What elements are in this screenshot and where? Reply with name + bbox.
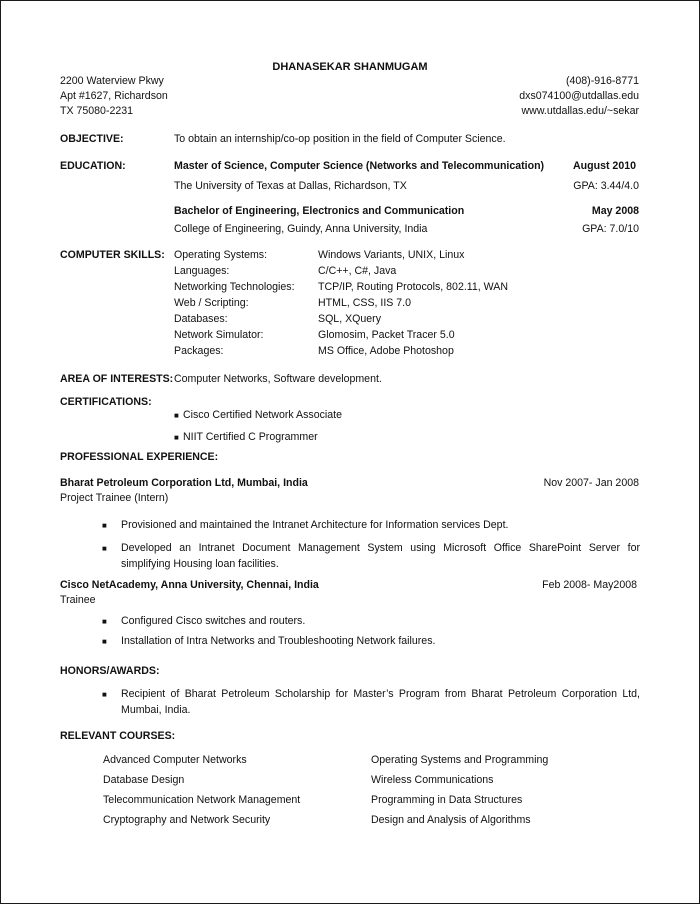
degree-date: May 2008 — [591, 205, 639, 217]
course-item: Database Design — [103, 774, 185, 786]
skill-value: Glomosim, Packet Tracer 5.0 — [318, 329, 455, 341]
job-company: Bharat Petroleum Corporation Ltd, Mumbai, India — [60, 477, 308, 489]
degree-school: College of Engineering, Guindy, Anna University, India — [174, 223, 428, 235]
job-bullet: Installation of Intra Networks and Troubleshooting Network failures. — [121, 635, 436, 647]
interests-text: Computer Networks, Software development. — [174, 373, 382, 385]
skill-label: Operating Systems: — [174, 249, 268, 261]
skill-value: MS Office, Adobe Photoshop — [318, 345, 454, 357]
course-item: Operating Systems and Programming — [371, 754, 549, 766]
skill-value: Windows Variants, UNIX, Linux — [318, 249, 465, 261]
degree-school: The University of Texas at Dallas, Richardson, TX — [174, 180, 407, 192]
course-item: Telecommunication Network Management — [103, 794, 301, 806]
skill-label: Networking Technologies: — [174, 281, 295, 293]
skill-label: Web / Scripting: — [174, 297, 249, 309]
square-bullet-icon: ■ — [102, 544, 107, 553]
honor-item: Recipient of Bharat Petroleum Scholarship for Master’s Program from Bharat Petroleum Corporation Ltd, Mumbai, India. — [121, 688, 640, 716]
job-role: Project Trainee (Intern) — [60, 492, 169, 504]
degree-gpa: GPA: 3.44/4.0 — [573, 180, 639, 192]
skill-label: Packages: — [174, 345, 224, 357]
skill-label: Languages: — [174, 265, 230, 277]
degree-gpa: GPA: 7.0/10 — [582, 223, 639, 235]
experience-heading: PROFESSIONAL EXPERIENCE: — [60, 451, 219, 463]
job-date: Feb 2008- May2008 — [542, 579, 637, 591]
email-address: dxs074100@utdallas.edu — [519, 90, 639, 102]
certifications-heading: CERTIFICATIONS: — [60, 396, 152, 408]
address-line-3: TX 75080-2231 — [60, 105, 134, 117]
skill-label: Databases: — [174, 313, 228, 325]
square-bullet-icon: ■ — [102, 637, 107, 646]
objective-heading: OBJECTIVE: — [60, 133, 124, 145]
address-line-2: Apt #1627, Richardson — [60, 90, 168, 102]
address-line-1: 2200 Waterview Pkwy — [60, 75, 164, 87]
website-url: www.utdallas.edu/~sekar — [521, 105, 639, 117]
course-item: Design and Analysis of Algorithms — [371, 814, 531, 826]
job-date: Nov 2007- Jan 2008 — [543, 477, 639, 489]
course-item: Wireless Communications — [371, 774, 494, 786]
square-bullet-icon: ■ — [102, 617, 107, 626]
course-item: Cryptography and Network Security — [103, 814, 271, 826]
resume-name: DHANASEKAR SHANMUGAM — [272, 61, 428, 73]
job-company: Cisco NetAcademy, Anna University, Chennai, India — [60, 579, 319, 591]
degree-title: Master of Science, Computer Science (Networks and Telecommunication) — [174, 160, 545, 172]
courses-heading: RELEVANT COURSES: — [60, 730, 176, 742]
skill-value: SQL, XQuery — [318, 313, 381, 325]
job-bullet: Provisioned and maintained the Intranet Architecture for Information services Dept. — [121, 519, 509, 531]
skill-value: HTML, CSS, IIS 7.0 — [318, 297, 412, 309]
course-item: Programming in Data Structures — [371, 794, 523, 806]
phone-number: (408)-916-8771 — [565, 75, 639, 87]
square-bullet-icon: ■ — [174, 411, 179, 420]
skills-heading: COMPUTER SKILLS: — [60, 249, 165, 261]
job-bullet: Developed an Intranet Document Management System using Microsoft Office SharePoint Server for simplifying Housing loan facilities. — [121, 542, 640, 570]
skill-label: Network Simulator: — [174, 329, 264, 341]
square-bullet-icon: ■ — [102, 521, 107, 530]
education-heading: EDUCATION: — [60, 160, 126, 172]
certification-item: NIIT Certified C Programmer — [183, 431, 318, 443]
square-bullet-icon: ■ — [102, 690, 107, 699]
honors-heading: HONORS/AWARDS: — [60, 665, 160, 677]
interests-heading: AREA OF INTERESTS: — [60, 373, 174, 385]
degree-title: Bachelor of Engineering, Electronics and Communication — [174, 205, 465, 217]
course-item: Advanced Computer Networks — [103, 754, 247, 766]
job-role: Trainee — [60, 594, 96, 606]
square-bullet-icon: ■ — [174, 433, 179, 442]
degree-date: August 2010 — [573, 160, 636, 172]
objective-text: To obtain an internship/co-op position in the field of Computer Science. — [174, 133, 506, 145]
skill-value: C/C++, C#, Java — [318, 265, 397, 277]
skill-value: TCP/IP, Routing Protocols, 802.11, WAN — [318, 281, 508, 293]
job-bullet: Configured Cisco switches and routers. — [121, 615, 306, 627]
certification-item: Cisco Certified Network Associate — [183, 409, 342, 421]
